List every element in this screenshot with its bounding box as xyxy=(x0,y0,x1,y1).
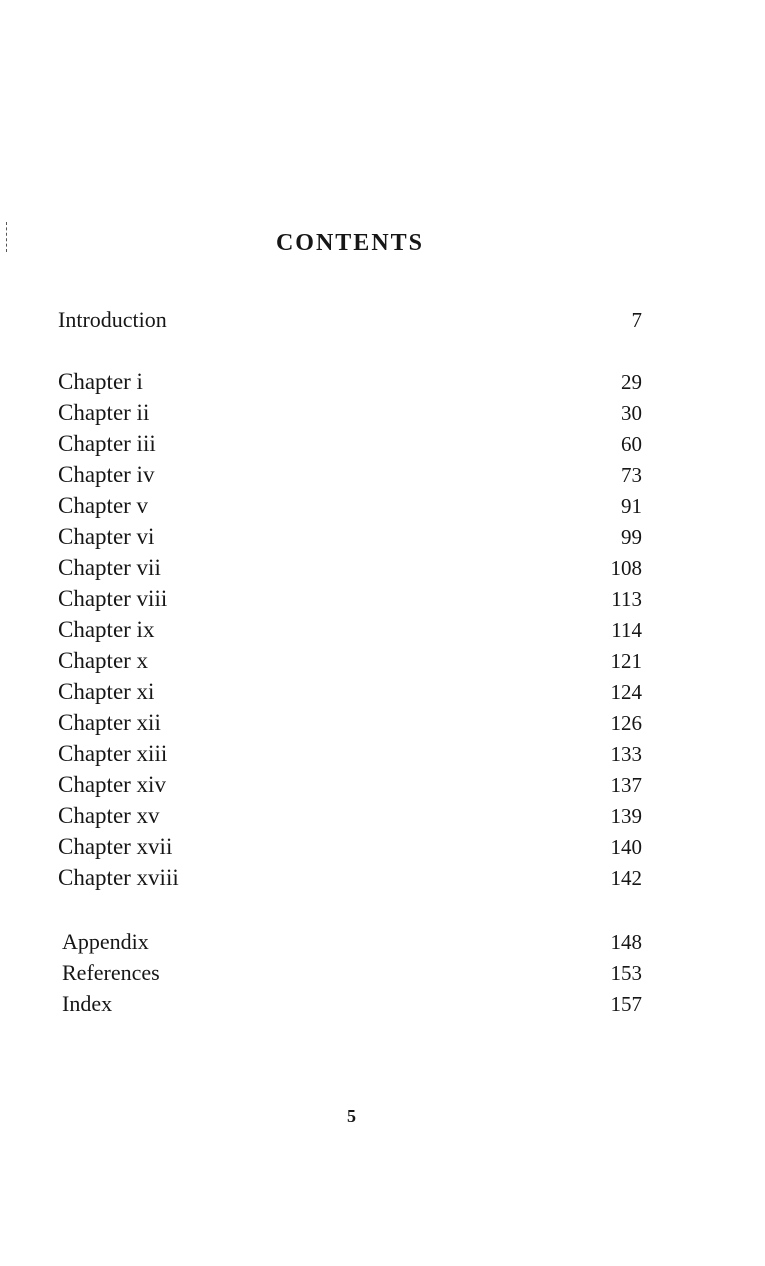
toc-entry-page: 30 xyxy=(621,401,642,425)
toc-entry xyxy=(58,304,642,335)
toc-entry-page: 133 xyxy=(610,742,642,766)
toc-entry xyxy=(58,831,642,862)
toc-entry xyxy=(58,490,642,521)
toc-entry xyxy=(62,957,642,988)
toc-entry-title: Chapter xii xyxy=(58,710,161,735)
toc-entry-title: Chapter viii xyxy=(58,586,168,611)
toc-entry-title: Chapter xviii xyxy=(58,865,179,890)
toc-entry-title: Chapter ii xyxy=(58,400,150,425)
toc-entry-page: 153 xyxy=(610,961,642,985)
toc-entry-title: Chapter xvii xyxy=(58,834,173,859)
toc-entry-page: 157 xyxy=(610,992,642,1016)
toc-entry-page: 140 xyxy=(610,835,642,859)
toc-entry-page: 137 xyxy=(610,773,642,797)
toc-entry-title: Chapter ix xyxy=(58,617,155,642)
toc-entry xyxy=(58,800,642,831)
toc-entry-page: 60 xyxy=(621,432,642,456)
toc-entry xyxy=(58,645,642,676)
toc-entry xyxy=(58,707,642,738)
toc-entry-page: 124 xyxy=(610,680,642,704)
toc-entry xyxy=(62,988,642,1019)
toc-entry-page: 91 xyxy=(621,494,642,518)
toc-entry-page: 99 xyxy=(621,525,642,549)
toc-entry xyxy=(58,459,642,490)
toc-entry xyxy=(58,676,642,707)
toc-entry-page: 114 xyxy=(611,618,642,642)
toc-entry-page: 29 xyxy=(621,370,642,394)
toc-entry-page: 121 xyxy=(610,649,642,673)
toc-entry-page: 139 xyxy=(610,804,642,828)
toc-entry-title: Introduction xyxy=(58,307,167,332)
toc-entry-title: Chapter vi xyxy=(58,524,155,549)
toc-entry xyxy=(58,862,642,893)
toc-entry-title: Chapter x xyxy=(58,648,149,673)
chapter-list xyxy=(58,366,642,893)
toc-entry-page: 148 xyxy=(610,930,642,954)
toc-entry-page: 113 xyxy=(611,587,642,611)
toc-entry-title: Chapter iii xyxy=(58,431,156,456)
toc-entry-page: 108 xyxy=(610,556,642,580)
toc-entry xyxy=(58,552,642,583)
toc-entry xyxy=(58,521,642,552)
toc-entry xyxy=(58,614,642,645)
toc-entry-title: Chapter vii xyxy=(58,555,161,580)
toc-entry-title: Index xyxy=(62,991,113,1016)
toc-entry-title: Chapter iv xyxy=(58,462,155,487)
toc-entry xyxy=(58,366,642,397)
toc-entry-title: Chapter xiii xyxy=(58,741,168,766)
back-matter-list xyxy=(62,926,642,1019)
toc-entry xyxy=(62,926,642,957)
toc-entry xyxy=(58,583,642,614)
toc-entry-page: 142 xyxy=(610,866,642,890)
toc-entry-title: Chapter v xyxy=(58,493,149,518)
toc-entry xyxy=(58,397,642,428)
front-matter-list xyxy=(58,304,642,335)
page-number: 5 xyxy=(347,1106,356,1126)
toc-entry xyxy=(58,428,642,459)
page-title: CONTENTS xyxy=(275,230,425,257)
toc-entry-title: Chapter xi xyxy=(58,679,155,704)
toc-entry-page: 126 xyxy=(610,711,642,735)
toc-entry-page: 73 xyxy=(621,463,642,487)
toc-entry xyxy=(58,769,642,800)
toc-entry-title: Appendix xyxy=(62,929,149,954)
toc-entry-page: 7 xyxy=(631,308,642,332)
toc-entry-title: Chapter i xyxy=(58,369,143,394)
toc-entry-title: Chapter xiv xyxy=(58,772,166,797)
toc-entry xyxy=(58,738,642,769)
toc-entry-title: Chapter xv xyxy=(58,803,160,828)
toc-entry-title: References xyxy=(62,960,160,985)
